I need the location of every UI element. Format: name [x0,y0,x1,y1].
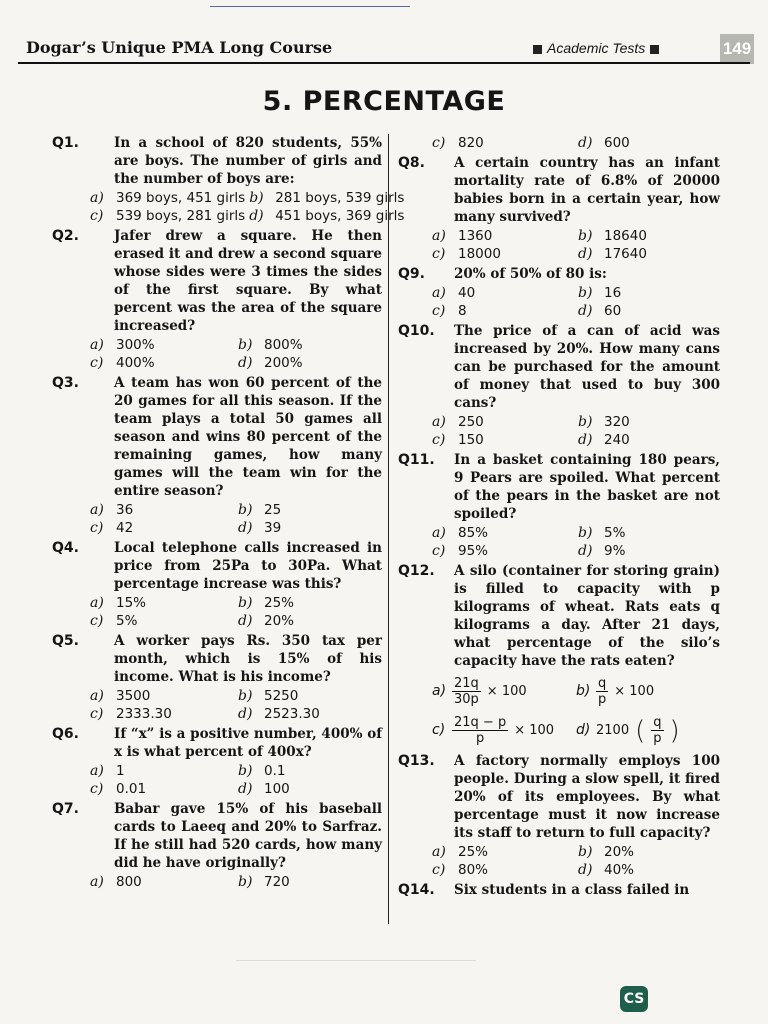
question-number: Q10. [398,323,435,339]
option-a: a) $\frac{21q}{30p}$ × 100 [432,676,527,707]
option-c [90,519,234,537]
option-letter: b) [578,844,593,860]
option-letter: c) [432,303,446,319]
option-letter: c) [432,862,446,878]
option-a [90,762,234,780]
option-d [578,302,720,320]
option-c [432,302,574,320]
question-number: Q13. [398,753,435,769]
option-letter: c) [90,613,104,629]
option-b [238,687,382,705]
option-b [578,413,720,431]
option-a [90,189,245,207]
option-letter: a) [90,688,104,704]
question-text: 20% of 50% of 80 is: [454,266,607,282]
option-b [238,336,382,354]
option-letter: b) [238,874,253,890]
option-letter: b) [238,502,253,518]
option-b: b) $\frac{q}{p}$ × 100 [576,676,655,707]
option-b [578,284,720,302]
question-number: Q8. [398,155,425,171]
option-letter: d) [238,613,253,629]
question-q1 [38,134,382,188]
question-text: A certain country has an infant mortality rate of 6.8% of 20000 babies born in a certain year, how many survived? [454,155,720,225]
option-value: 17640 [604,246,647,262]
option-value: 800 [116,874,142,890]
option-b [238,762,382,780]
option-b [238,873,382,891]
option-letter: b) [238,595,253,611]
option-letter: c) [90,208,104,224]
option-letter: a) [90,190,104,206]
option-letter: d) [578,432,593,448]
option-letter: c) [432,543,446,559]
book-title: Dogar’s Unique PMA Long Course [26,38,333,57]
option-letter: a) [432,285,446,301]
question-q14 [398,881,720,899]
q8-options [398,227,720,263]
option-c [90,780,234,798]
option-a [90,501,234,519]
option-value: 3500 [116,688,151,704]
option-value: 95% [458,543,489,559]
q10-options [398,413,720,449]
question-text: Six students in a class failed in [454,882,690,898]
option-b [249,189,404,207]
square-bullet-icon [533,45,542,54]
chapter-title: 5. PERCENTAGE [262,86,506,117]
option-letter: c) [432,432,446,448]
option-value: 36 [116,502,134,518]
question-q12 [398,562,720,670]
option-value: 0.01 [116,781,147,797]
option-letter: d) [238,706,253,722]
fraction: $\frac{q}{p}$ [653,715,662,746]
question-number: Q12. [398,563,435,579]
option-d [238,354,382,372]
option-letter: b) [238,337,253,353]
question-number: Q9. [398,266,425,282]
option-letter: c) [90,355,104,371]
option-value: 600 [604,135,630,151]
option-d [578,431,720,449]
option-a [90,336,234,354]
option-value: 150 [458,432,484,448]
option-letter: b) [238,688,253,704]
option-value: 40 [458,285,476,301]
option-a [432,284,574,302]
question-number: Q6. [52,726,79,742]
question-q6 [38,725,382,761]
option-b [578,524,720,542]
option-value: 18640 [604,228,647,244]
question-number: Q1. [52,135,79,151]
option-value: 800% [264,337,303,353]
option-letter: c) [90,520,104,536]
option-letter: a) [90,763,104,779]
option-a [432,843,574,861]
question-number: Q11. [398,452,435,468]
option-letter: c) [432,246,446,262]
q9-options [398,284,720,320]
question-text: In a school of 820 students, 55% are boys. The number of girls and the number of boys are: [114,135,382,187]
column-divider [388,134,389,924]
option-value: 400% [116,355,155,371]
option-d [238,780,382,798]
option-letter: b) [578,285,593,301]
q12-options [398,676,720,746]
option-c [432,861,574,879]
option-value: 5% [604,525,626,541]
option-value: 451 boys, 369 girls [275,208,405,224]
q1-options [38,189,405,225]
option-a [432,524,574,542]
page-number: 149 [720,34,754,64]
option-b [238,501,382,519]
option-a [90,873,234,891]
option-value: 720 [264,874,290,890]
option-letter: b) [578,414,593,430]
option-value: 250 [458,414,484,430]
q11-options [398,524,720,560]
option-value: 1360 [458,228,493,244]
option-value: 15% [116,595,147,611]
header-rule [18,62,750,64]
running-header [18,38,758,62]
option-a [90,687,234,705]
question-number: Q7. [52,801,79,817]
camscanner-badge: CS [620,986,648,1012]
option-value: 18000 [458,246,501,262]
option-a [432,227,574,245]
option-value: 20% [264,613,295,629]
left-column [38,134,405,893]
option-a [432,413,574,431]
option-letter: d) [238,520,253,536]
option-letter: d) [578,135,593,151]
question-number: Q2. [52,228,79,244]
option-d [578,134,720,152]
q4-options [38,594,382,630]
option-value: 9% [604,543,626,559]
question-q4 [38,539,382,593]
option-d [578,861,720,879]
option-letter: c) [90,781,104,797]
question-number: Q5. [52,633,79,649]
option-value: 0.1 [264,763,286,779]
option-c [432,245,574,263]
option-letter: b) [238,763,253,779]
option-value: 20% [604,844,635,860]
option-value: 40% [604,862,635,878]
option-letter: d) [578,246,593,262]
option-c [90,612,234,630]
option-letter: c) [90,706,104,722]
option-c [90,705,234,723]
option-d [249,207,404,225]
option-value: 25% [264,595,295,611]
option-value: 539 boys, 281 girls [116,208,246,224]
option-letter: a) [432,525,446,541]
option-letter: d) [578,862,593,878]
footer-rule [236,960,476,961]
option-b [578,227,720,245]
question-text: A silo (container for storing grain) is filled to capacity with p kilograms of wheat. Rats eats q kilograms a day. After 21 days, what percentage of the silo’s capacity have the rats eaten? [454,563,720,669]
option-a [90,594,234,612]
option-letter: a) [90,502,104,518]
option-letter: b) [249,190,264,206]
question-text: Babar gave 15% of his baseball cards to Laeeq and 20% to Sarfraz. If he still had 520 cards, how many did he have originally? [114,801,382,871]
right-column [398,134,720,900]
q5-options [38,687,382,723]
q7-options-continued [398,134,720,152]
right-questions [398,154,720,560]
option-d: d) 2100 ( $\frac{q}{p}$ ) [576,715,680,746]
option-value: 5% [116,613,138,629]
option-value: 300% [116,337,155,353]
q6-options [38,762,382,798]
right-paren: ) [669,715,680,746]
question-q3 [38,374,382,500]
option-letter: d) [578,543,593,559]
option-value: 1 [116,763,125,779]
option-value: 369 boys, 451 girls [116,190,246,206]
question-q5 [38,632,382,686]
option-c [432,542,574,560]
question-text: A team has won 60 percent of the 20 games for all this season. If the team plays a total 50 games all season and wins 80 percent of the remaining games, how many games will the team win for the entire season? [114,375,382,499]
option-value: 100 [264,781,290,797]
question-text: The price of a can of acid was increased by 20%. How many cans can be purchased for the amount of money that used to buy 300 cans? [454,323,720,411]
q7-options [38,873,382,891]
option-c [90,207,245,225]
square-bullet-icon [650,45,659,54]
option-value: 320 [604,414,630,430]
fraction: $\frac{21q}{30p}$ [454,676,479,707]
option-letter: a) [90,874,104,890]
option-letter: a) [432,844,446,860]
option-d [238,612,382,630]
option-letter: a) [432,414,446,430]
question-number: Q14. [398,882,435,898]
question-text: If “x” is a positive number, 400% of x is what percent of 400x? [114,726,382,760]
option-value: 2523.30 [264,706,320,722]
option-value: 39 [264,520,282,536]
option-letter: d) [238,355,253,371]
option-value: 281 boys, 539 girls [275,190,405,206]
option-d [238,519,382,537]
option-letter: b) [578,525,593,541]
q13-options [398,843,720,879]
option-c [90,354,234,372]
option-value: 200% [264,355,303,371]
option-value: 8 [458,303,467,319]
left-paren: ( [635,715,646,746]
option-value: 820 [458,135,484,151]
question-q7 [38,800,382,872]
option-value: 60 [604,303,622,319]
question-text: Local telephone calls increased in price from 25Pa to 30Pa. What percentage increase was this? [114,540,382,592]
question-q8 [398,154,720,226]
option-letter: d) [578,303,593,319]
question-text: A factory normally employs 100 people. During a slow spell, it fired 20% of its employees. By what percentage must it now increase its staff to return to full capacity? [454,753,720,841]
question-q2 [38,227,382,335]
fraction: $\frac{21q - p}{p}$ [454,715,507,746]
option-letter: a) [90,595,104,611]
option-value: 80% [458,862,489,878]
option-value: 25% [458,844,489,860]
option-c [432,431,574,449]
question-text: In a basket containing 180 pears, 9 Pears are spoiled. What percent of the pears in the basket are not spoiled? [454,452,720,522]
q3-options [38,501,382,537]
option-letter: a) [90,337,104,353]
q2-options [38,336,382,372]
option-value: 42 [116,520,134,536]
question-q10 [398,322,720,412]
option-value: 25 [264,502,282,518]
option-letter: d) [238,781,253,797]
question-q9 [398,265,720,283]
question-text: A worker pays Rs. 350 tax per month, which is 15% of his income. What is his income? [114,633,382,685]
option-value: 240 [604,432,630,448]
option-d [238,705,382,723]
option-letter: d) [249,208,264,224]
option-letter: a) [432,228,446,244]
option-d [578,245,720,263]
question-text: Jafer drew a square. He then erased it and drew a second square whose sides were 3 times the sides of the first square. By what percent was the area of the square increased? [114,228,382,334]
option-value: 16 [604,285,622,301]
option-value: 5250 [264,688,299,704]
option-d [578,542,720,560]
question-number: Q4. [52,540,79,556]
option-value: 85% [458,525,489,541]
fraction: $\frac{q}{p}$ [598,676,607,707]
question-q13 [398,752,720,842]
series-label: Academic Tests [528,40,664,56]
option-b [578,843,720,861]
option-c: c) $\frac{21q - p}{p}$ × 100 [432,715,555,746]
option-letter: c) [432,135,446,151]
option-b [238,594,382,612]
option-value: 2333.30 [116,706,172,722]
option-c [432,134,574,152]
option-letter: b) [578,228,593,244]
top-scan-line [210,6,410,7]
question-number: Q3. [52,375,79,391]
question-q11 [398,451,720,523]
